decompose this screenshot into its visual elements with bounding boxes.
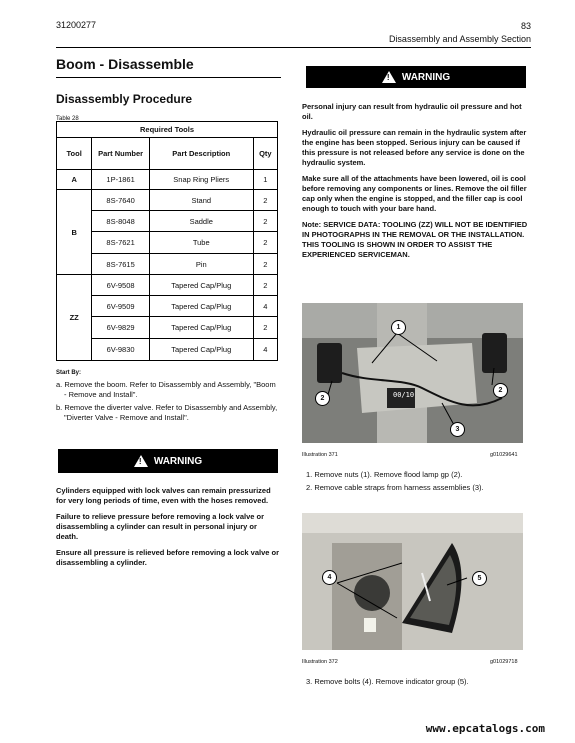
qty-cell: 4 (253, 296, 277, 317)
callout-2: 2 (493, 383, 508, 398)
part-cell: 6V-9509 (92, 296, 149, 317)
right-warning-text (302, 102, 532, 266)
col-part-number: Part Number (92, 138, 149, 170)
page-header-right (389, 20, 531, 46)
service-note: Note: SERVICE DATA: TOOLING (ZZ) WILL NOT BE IDENTIFIED IN PHOTOGRAPHS IN THE REMOVAL OR THE INSTALLATION. THIS TOOLING IS SHOWN IN ORDER TO ASSIST THE EXPERIENCED SERVICEMAN. (302, 220, 528, 259)
warning-paragraph: Personal injury can result from hydraulic oil pressure and hot oil. (302, 102, 522, 121)
desc-cell: Snap Ring Pliers (149, 170, 253, 190)
warning-paragraph: Cylinders equipped with lock valves can remain pressurized for very long periods of time, even with the hoses removed. (56, 486, 271, 505)
qty-cell: 2 (253, 211, 277, 232)
warning-paragraph: Hydraulic oil pressure can remain in the hydraulic system after the engine has been stopped. Serious injury can be caused if this pressure is not released before any service is done on the hydraulic system. (302, 128, 527, 167)
tool-cell: A (57, 170, 92, 190)
warning-banner-right (306, 66, 526, 88)
desc-cell: Tapered Cap/Plug (149, 317, 253, 339)
step-a: a. Remove the boom. Refer to Disassembly and Assembly, "Boom - Remove and Install". (56, 380, 276, 399)
illustration-label: Illustration 372 (302, 659, 338, 665)
warning-triangle-icon: ! (134, 455, 148, 467)
procedure-heading: Disassembly Procedure (56, 92, 193, 106)
part-cell: 6V-9508 (92, 275, 149, 296)
step-b: b. Remove the diverter valve. Refer to Disassembly and Assembly, "Diverter Valve - Remove and Install". (56, 403, 278, 422)
warning-paragraph: Make sure all of the attachments have been lowered, oil is cool before removing any components or lines. Remove the oil filler cap only when the engine is stopped, and the filler cap is cool enough to touch with your bare hand. (302, 174, 527, 213)
desc-cell: Tapered Cap/Plug (149, 275, 253, 296)
illustration-code: g01029641 (490, 452, 518, 458)
part-cell: 8S-7640 (92, 190, 149, 211)
qty-cell: 2 (253, 190, 277, 211)
table-row (57, 170, 278, 190)
required-tools-table (56, 121, 278, 361)
part-cell: 6V-9829 (92, 317, 149, 339)
doc-number: 31200277 (56, 20, 97, 30)
illustration-label: Illustration 371 (302, 452, 338, 458)
title-rule (56, 77, 281, 78)
step-3-block (306, 677, 526, 690)
illustration-371-photo (302, 303, 523, 443)
desc-cell: Tube (149, 232, 253, 254)
qty-cell: 4 (253, 339, 277, 361)
col-part-description: Part Description (149, 138, 253, 170)
callout-3: 3 (450, 422, 465, 437)
callout-1: 1 (391, 320, 406, 335)
desc-cell: Tapered Cap/Plug (149, 339, 253, 361)
part-cell: 8S-7621 (92, 232, 149, 254)
callout-5: 5 (472, 571, 487, 586)
section-title: Disassembly and Assembly Section (388, 34, 531, 44)
warning-triangle-icon: ! (382, 71, 396, 83)
col-qty: Qty (253, 138, 277, 170)
start-by-section (56, 368, 278, 426)
start-by-label: Start By: (56, 370, 82, 376)
desc-cell: Pin (149, 254, 253, 275)
tool-cell: B (57, 190, 92, 275)
desc-cell: Stand (149, 190, 253, 211)
qty-cell: 2 (253, 317, 277, 339)
warning-banner-left (58, 449, 278, 473)
page-number: 83 (520, 21, 531, 31)
part-cell: 1P-1861 (92, 170, 149, 190)
step-3: 3. Remove bolts (4). Remove indicator group (5). (306, 677, 469, 686)
desc-cell: Tapered Cap/Plug (149, 296, 253, 317)
callout-4: 4 (322, 570, 337, 585)
part-cell: 6V-9830 (92, 339, 149, 361)
warning-paragraph: Failure to relieve pressure before removing a lock valve or disassembling a cylinder can result in personal injury or death. (56, 512, 265, 541)
table-row (57, 190, 278, 211)
callout-2: 2 (315, 391, 330, 406)
indicator-plate: 00/10 (393, 391, 415, 399)
step-1: 1. Remove nuts (1). Remove flood lamp gp (2). (306, 470, 463, 479)
table-title: Required Tools (57, 122, 278, 138)
desc-cell: Saddle (149, 211, 253, 232)
warning-label: WARNING (153, 455, 203, 467)
flood-lamp-photo (302, 303, 523, 443)
steps-1-2 (306, 470, 526, 496)
qty-cell: 2 (253, 254, 277, 275)
page-title: Boom - Disassemble (56, 56, 194, 72)
table-row (57, 275, 278, 296)
warning-paragraph: Ensure all pressure is relieved before removing a lock valve or disassembling a cylinder. (56, 548, 280, 567)
qty-cell: 2 (253, 275, 277, 296)
header-rule (56, 47, 531, 48)
footer-url[interactable]: www.epcatalogs.com (425, 722, 545, 735)
step-2: 2. Remove cable straps from harness assemblies (3). (306, 483, 484, 492)
warning-label: WARNING (401, 71, 451, 83)
left-column (56, 56, 281, 122)
tool-cell: ZZ (57, 275, 92, 361)
part-cell: 8S-7615 (92, 254, 149, 275)
illustration-372-photo (302, 513, 523, 650)
part-cell: 8S-8048 (92, 211, 149, 232)
qty-cell: 1 (253, 170, 277, 190)
illustration-code: g01029718 (490, 659, 518, 665)
left-warning-text (56, 486, 281, 574)
table-label: Table 28 (56, 116, 79, 122)
col-tool: Tool (57, 138, 92, 170)
qty-cell: 2 (253, 232, 277, 254)
